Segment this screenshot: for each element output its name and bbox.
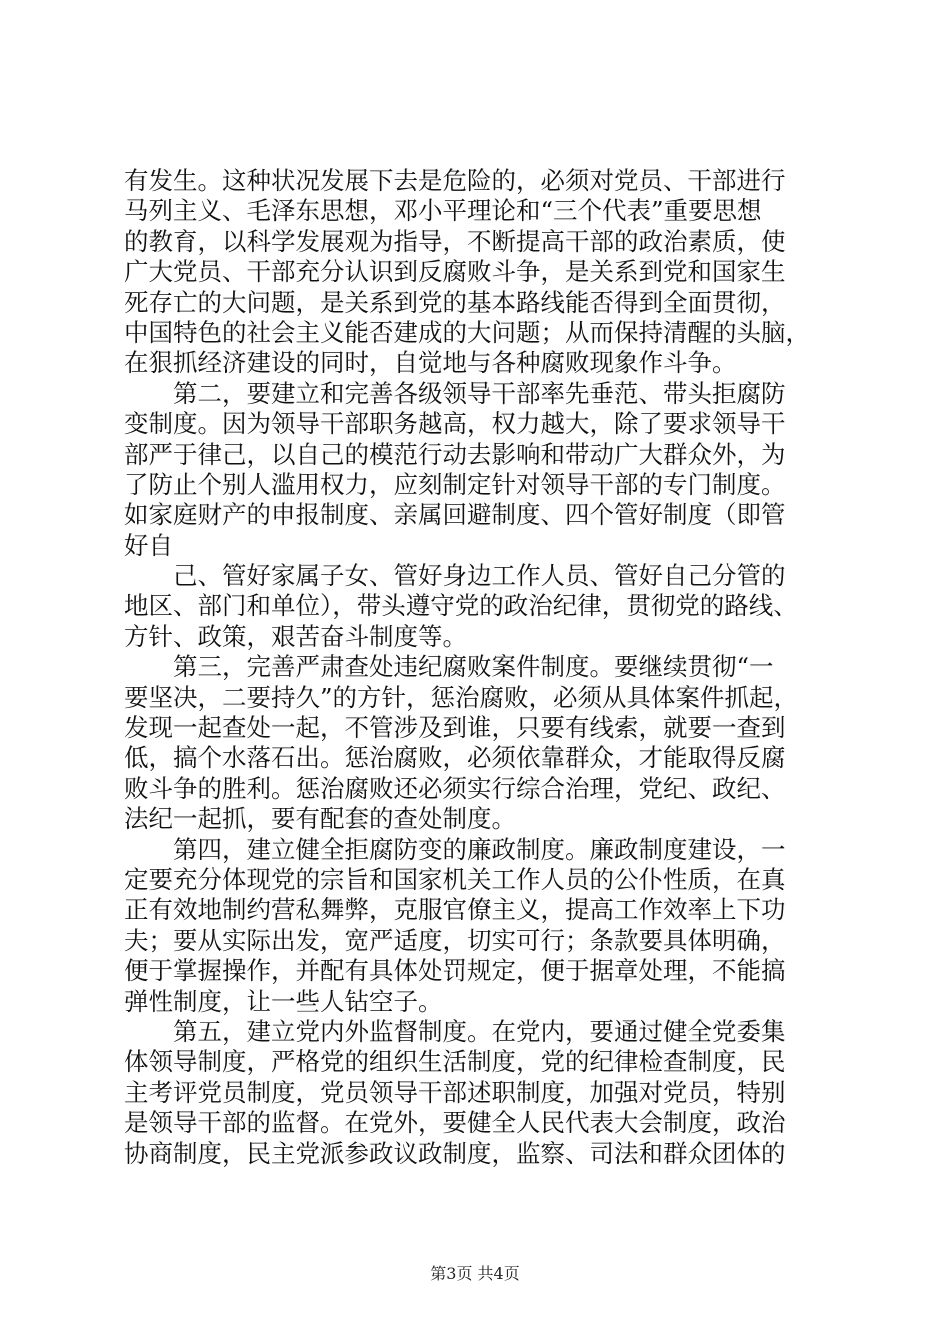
text-line: 便于掌握操作，并配有具体处罚规定，便于据章处理，不能搞 [124,956,786,986]
text-line: 第四，建立健全拒腐防变的廉政制度。廉政制度建设，一 [124,834,786,864]
text-line: 地区、部门和单位），带头遵守党的政治纪律，贯彻党的路线、 [124,591,798,621]
text-line: 好自 [124,530,173,560]
text-line: 法纪一起抓，要有配套的查处制度。 [124,804,516,834]
text-line: 主考评党员制度，党员领导干部述职制度，加强对党员，特别 [124,1077,786,1107]
text-line: 发现一起查处一起，不管涉及到谁，只要有线索，就要一查到 [124,713,786,743]
text-line: 低，搞个水落石出。惩治腐败，必须依靠群众，才能取得反腐 [124,743,786,773]
text-line: 第二，要建立和完善各级领导干部率先垂范、带头拒腐防 [124,378,786,408]
text-line: 正有效地制约营私舞弊，克服官僚主义，提高工作效率上下功 [124,895,786,925]
text-line: 了防止个别人滥用权力，应刻制定针对领导干部的专门制度。 [124,469,786,499]
text-line: 要坚决，二要持久”的方针，惩治腐败，必须从具体案件抓起， [124,682,799,712]
text-line: 的教育，以科学发展观为指导，不断提高干部的政治素质，使 [124,226,786,256]
text-line: 败斗争的胜利。惩治腐败还必须实行综合治理，党纪、政纪、 [124,773,786,803]
text-line: 广大党员、干部充分认识到反腐败斗争，是关系到党和国家生 [124,257,786,287]
text-line: 死存亡的大问题，是关系到党的基本路线能否得到全面贯彻， [124,287,786,317]
text-line: 己、管好家属子女、管好身边工作人员、管好自己分管的 [124,561,786,591]
text-line: 协商制度，民主党派参政议政制度，监察、司法和群众团体的 [124,1138,786,1168]
text-line: 弹性制度，让一些人钻空子。 [124,986,443,1016]
text-line: 第五，建立党内外监督制度。在党内，要通过健全党委集 [124,1016,786,1046]
text-line: 部严于律己，以自己的模范行动去影响和带动广大群众外，为 [124,439,786,469]
text-line: 如家庭财产的申报制度、亲属回避制度、四个管好制度（即管 [124,500,786,530]
text-line: 变制度。因为领导干部职务越高，权力越大，除了要求领导干 [124,409,786,439]
text-line: 马列主义、毛泽东思想，邓小平理论和“三个代表”重要思想 [124,196,762,226]
text-line: 是领导干部的监督。在党外，要健全人民代表大会制度，政治 [124,1108,786,1138]
text-line: 夫；要从实际出发，宽严适度，切实可行；条款要具体明确， [124,925,786,955]
text-line: 方针、政策，艰苦奋斗制度等。 [124,621,467,651]
text-line: 在狠抓经济建设的同时，自觉地与各种腐败现象作斗争。 [124,348,737,378]
text-line: 中国特色的社会主义能否建成的大问题；从而保持清醒的头脑， [124,317,810,347]
text-line: 第三，完善严肃查处违纪腐败案件制度。要继续贯彻“一 [124,652,774,682]
document-body [124,166,844,1169]
text-line: 定要充分体现党的宗旨和国家机关工作人员的公仆性质，在真 [124,864,786,894]
text-line: 体领导制度，严格党的组织生活制度，党的纪律检查制度，民 [124,1047,786,1077]
text-line: 有发生。这种状况发展下去是危险的，必须对党员、干部进行 [124,166,786,195]
page-number-footer: 第3页 共4页 [430,1264,520,1283]
